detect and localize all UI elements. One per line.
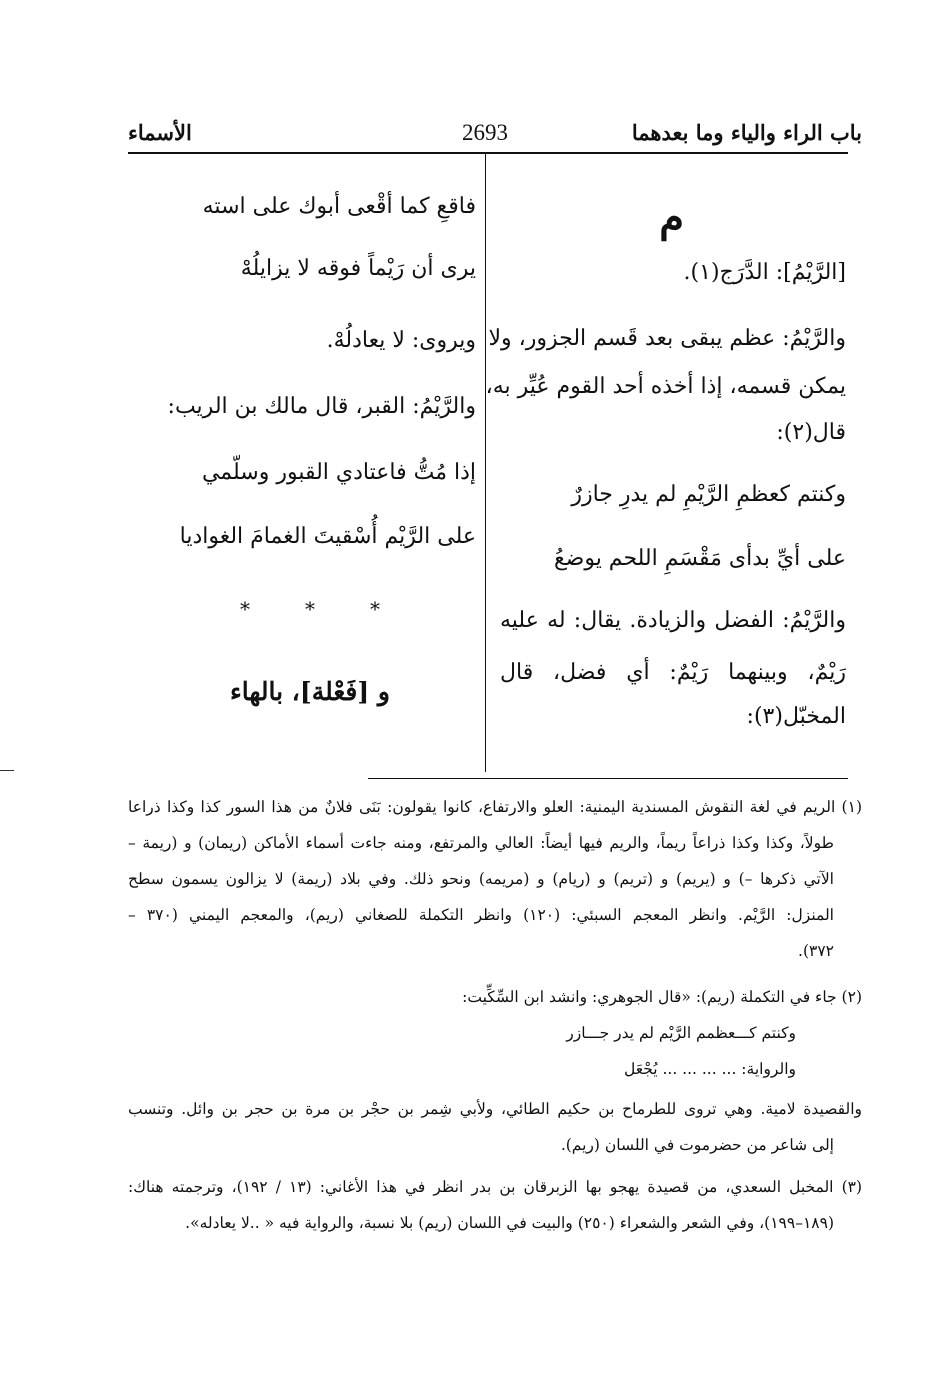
footnote-line: المنزل: الرَّيْم. وانظر المعجم السبئي: (١٢٠) وانظر التكملة للصغاني (ريم)، والمعجم اليمني (٣٧٠ – xyxy=(128,906,834,924)
star-icon: * xyxy=(370,597,380,621)
footnote-line: (٣) المخبل السعدي، من قصيدة يهجو بها الزبرقان بن بدر انظر في هذا الأغاني: (١٣ / ١٩٢)، وترجمته هناك: xyxy=(128,1178,863,1196)
header-rule xyxy=(128,152,848,154)
entry-line: ويروى: لا يعادلُهْ. xyxy=(326,328,476,353)
star-icon: * xyxy=(240,597,250,621)
entry-line: والرَّيْمُ: القبر، قال مالك بن الريب: xyxy=(167,394,476,419)
column-divider xyxy=(485,152,486,772)
footnote-verse: وكنتم كـــعظمم الرَّيْم لم يدر جـــازر xyxy=(566,1024,796,1042)
section-heading: الأسماء xyxy=(128,120,192,145)
footnote-line: (١) الريم في لغة النقوش المسندية اليمنية: العلو والارتفاع، كانوا يقولون: بَنَى فلانٌ من هذا السور كذا وكذا ذراعا xyxy=(128,798,862,816)
verse-line: وكنتم كعظمِ الرَّيْمِ لم يدرِ جازرٌ xyxy=(571,482,846,507)
verse-line: فاقعِ كما أقْعى أبوك على استه xyxy=(202,194,476,219)
footnote-line: الآتي ذكرها –) و (يريم) و (تريم) و (ريام) و (مريمه) ونحو ذلك. وفي بلاد (ريمة) لا يزالون يسمون سطح xyxy=(128,870,834,888)
footnote-line: إلى شاعر من حضرموت في اللسان (ريم). xyxy=(560,1136,834,1154)
verse-line: إذا مُتُّ فاعتادي القبور وسلّمي xyxy=(201,460,476,485)
footnote-line: طولاً، وكذا وكذا ذراعاً ريماً، والريم فيها أيضاً: العالي والمرتفع، ومنه جاءت أسماء الأماكن (ريمان) و (ريمة – xyxy=(128,834,834,852)
verse-line: على أيِّ بدأى مَقْسَمِ اللحم يوضعُ xyxy=(553,546,846,571)
page-number: 2693 xyxy=(462,120,508,145)
pattern-heading: و [فَعْلة]، بالهاء xyxy=(230,677,390,706)
footnote-line: (١٨٩–١٩٩)، وفي الشعر والشعراء (٢٥٠) والبيت في اللسان (ريم) بلا نسبة، والرواية فيه « ..لا يعادله». xyxy=(185,1214,834,1232)
section-separator xyxy=(240,596,380,622)
entry-line: قال(٢): xyxy=(776,420,846,445)
entry-line: [الرَّيْمُ]: الدَّرَج(١). xyxy=(683,260,846,285)
section-letter: م xyxy=(659,194,684,241)
entry-line: المخبّل(٣): xyxy=(746,704,846,729)
entry-line: رَيْمٌ، وبينهما رَيْمٌ: أي فضل، قال xyxy=(500,660,846,685)
footnote-verse: والرواية: ... ... ... ... يُجْعَل xyxy=(624,1060,796,1078)
entry-line: يمكن قسمه، إذا أخذه أحد القوم عُيِّر به، xyxy=(485,374,846,399)
footnote-line: والقصيدة لامية. وهي تروى للطرماح بن حكيم الطائي، ولأبي شِمر بن حجْر بن مرة بن حجر بن وائل. وتنسب xyxy=(128,1100,862,1118)
margin-mark xyxy=(0,770,14,771)
footnote-line: ٣٧٢). xyxy=(798,942,834,960)
entry-line: والرَّيْمُ: الفضل والزيادة. يقال: له عليه xyxy=(500,608,846,633)
entry-line: والرَّيْمُ: عظم يبقى بعد قَسم الجزور، ولا xyxy=(488,326,846,351)
star-icon: * xyxy=(305,597,315,621)
verse-line: على الرَّيْم أُسْقيتَ الغمامَ الغواديا xyxy=(179,524,476,549)
footnote-rule xyxy=(368,778,848,779)
chapter-heading: باب الراء والياء وما بعدهما xyxy=(631,120,862,145)
footnote-line: (٢) جاء في التكملة (ريم): «قال الجوهري: وانشد ابن السِّكِّيت: xyxy=(462,988,862,1006)
verse-line: يرى أن رَيْماً فوقه لا يزايلُهْ xyxy=(240,256,476,281)
